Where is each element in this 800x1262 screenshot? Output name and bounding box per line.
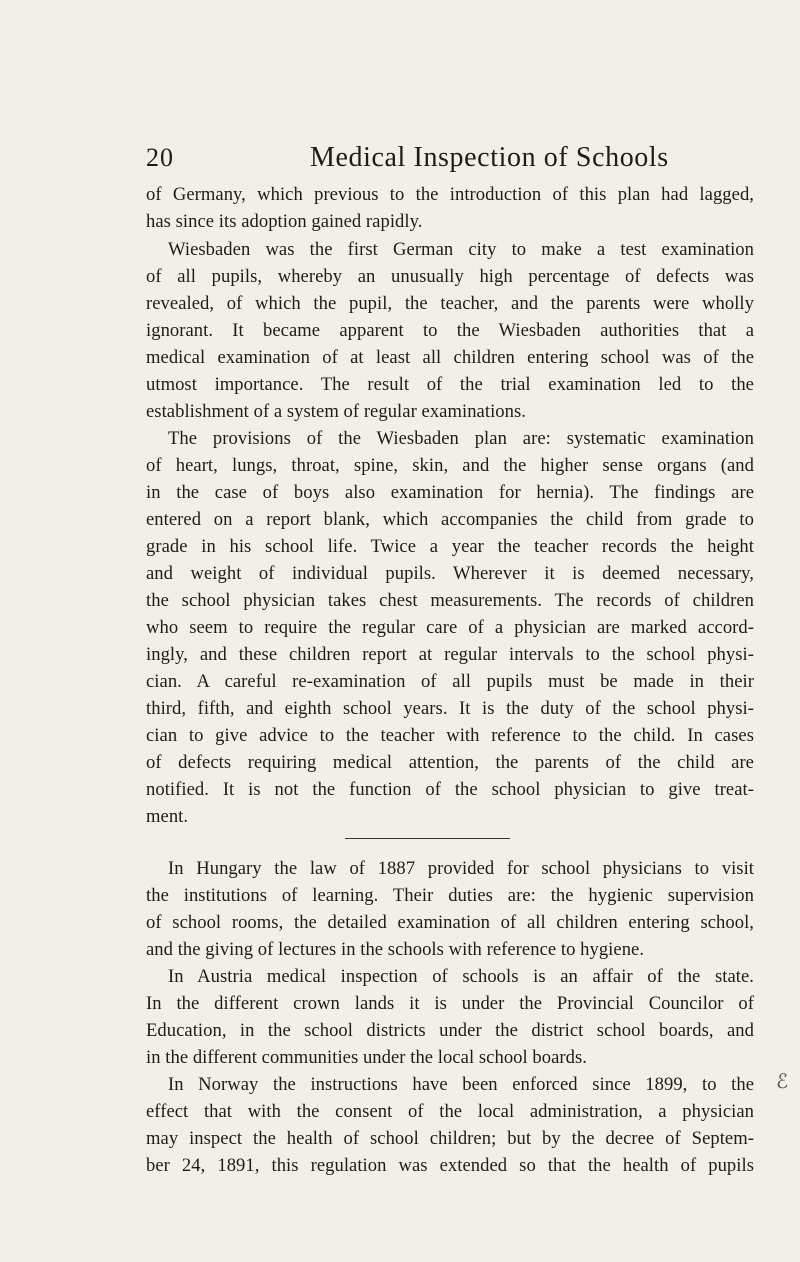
text-line: medical examination of at least all children entering school was of the bbox=[146, 347, 754, 368]
text-line: In Austria medical inspection of schools is an affair of the state. bbox=[168, 966, 754, 987]
text-line: the institutions of learning. Their duties are: the hygienic supervision bbox=[146, 885, 754, 906]
text-line: In Hungary the law of 1887 provided for school physicians to visit bbox=[168, 858, 754, 879]
text-line: notified. It is not the function of the school physician to give treat- bbox=[146, 779, 754, 800]
section-divider bbox=[345, 838, 510, 839]
text-line: cian to give advice to the teacher with reference to the child. In cases bbox=[146, 725, 754, 746]
text-line: in the case of boys also examination for hernia). The findings are bbox=[146, 482, 754, 503]
page-header bbox=[146, 138, 669, 178]
text-line: and the giving of lectures in the schools with reference to hygiene. bbox=[146, 939, 645, 960]
text-line: of all pupils, whereby an unusually high percentage of defects was bbox=[146, 266, 754, 287]
text-line: of defects requiring medical attention, the parents of the child are bbox=[146, 752, 754, 773]
text-line: In the different crown lands it is under the Provincial Councilor of bbox=[146, 993, 754, 1014]
text-line: in the different communities under the local school boards. bbox=[146, 1047, 587, 1068]
text-line: In Norway the instructions have been enforced since 1899, to the bbox=[168, 1074, 754, 1095]
text-line: Education, in the school districts under the district school boards, and bbox=[146, 1020, 754, 1041]
text-line: ment. bbox=[146, 806, 189, 827]
text-line: utmost importance. The result of the trial examination led to the bbox=[146, 374, 754, 395]
text-line: and weight of individual pupils. Wherever it is deemed necessary, bbox=[146, 563, 754, 584]
text-line: of school rooms, the detailed examination of all children entering school, bbox=[146, 912, 754, 933]
text-line: Wiesbaden was the first German city to make a test examination bbox=[168, 239, 754, 260]
text-line: third, fifth, and eighth school years. It is the duty of the school physi- bbox=[146, 698, 754, 719]
text-line: of Germany, which previous to the introduction of this plan had lagged, bbox=[146, 184, 754, 205]
text-line: The provisions of the Wiesbaden plan are: systematic examination bbox=[168, 428, 754, 449]
text-line: of heart, lungs, throat, spine, skin, and the higher sense organs (and bbox=[146, 455, 754, 476]
text-line: effect that with the consent of the local administration, a physician bbox=[146, 1101, 754, 1122]
text-line: ber 24, 1891, this regulation was extended so that the health of pupils bbox=[146, 1155, 754, 1176]
text-line: grade in his school life. Twice a year the teacher records the height bbox=[146, 536, 754, 557]
running-title: Medical Inspection of Schools bbox=[310, 142, 669, 173]
margin-mark-glyph: ℰ bbox=[776, 1071, 789, 1093]
text-line: entered on a report blank, which accompanies the child from grade to bbox=[146, 509, 754, 530]
text-line: the school physician takes chest measurements. The records of children bbox=[146, 590, 754, 611]
text-line: ingly, and these children report at regular intervals to the school physi- bbox=[146, 644, 754, 665]
text-line: ignorant. It became apparent to the Wiesbaden authorities that a bbox=[146, 320, 754, 341]
page-number: 20 bbox=[146, 143, 174, 172]
text-line: who seem to require the regular care of a physician are marked accord- bbox=[146, 617, 754, 638]
text-line: has since its adoption gained rapidly. bbox=[146, 211, 423, 232]
text-line: revealed, of which the pupil, the teacher, and the parents were wholly bbox=[146, 293, 754, 314]
text-line: establishment of a system of regular examinations. bbox=[146, 401, 526, 422]
text-line: may inspect the health of school children; but by the decree of Septem- bbox=[146, 1128, 754, 1149]
text-line: cian. A careful re-examination of all pupils must be made in their bbox=[146, 671, 754, 692]
